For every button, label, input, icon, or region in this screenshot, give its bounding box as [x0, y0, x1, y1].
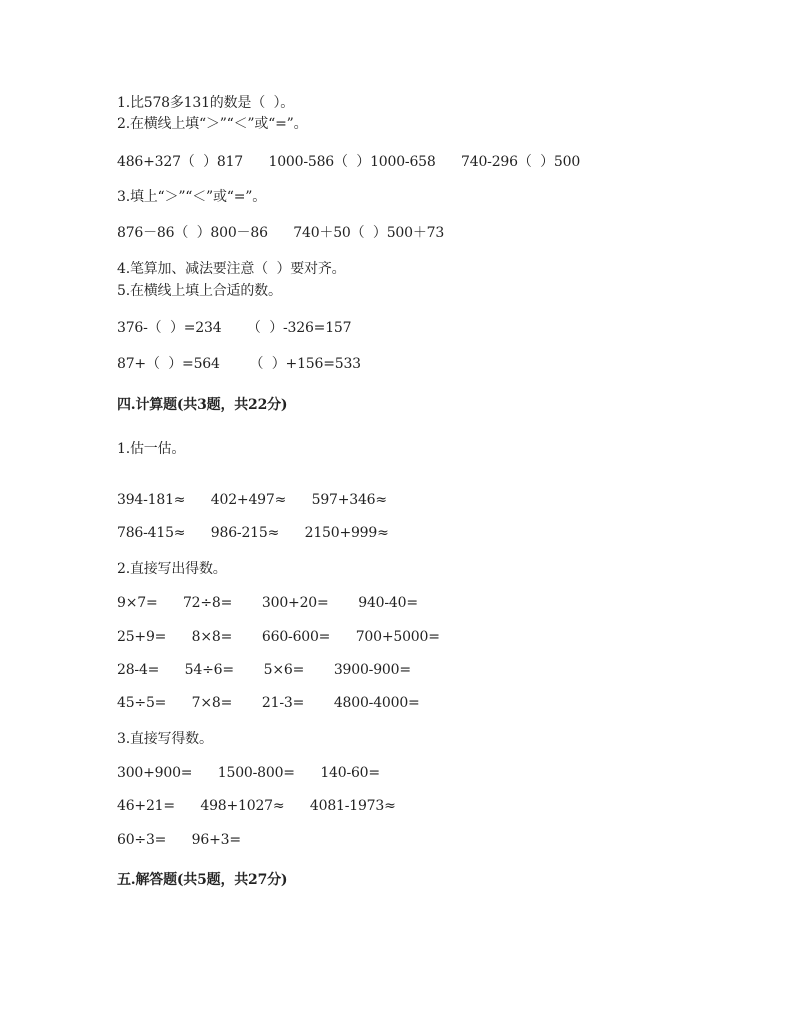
- question-3-instruction: 3.填上“＞”“＜”或“=”。: [117, 189, 267, 205]
- question-1-compare-fill: 1.比578多131的数是（ ）。: [117, 95, 295, 111]
- section-4-heading: 四.计算题(共3题，共22分): [117, 397, 288, 413]
- question-5-row-1: 376-（ ）=234 （ ）-326=157: [117, 320, 352, 336]
- question-5-instruction: 5.在横线上填上合适的数。: [117, 283, 282, 299]
- calc-2-row-2: 25+9= 8×8= 660-600= 700+5000=: [117, 629, 440, 645]
- calc-2-instruction: 2.直接写出得数。: [117, 561, 227, 577]
- calc-3-row-1: 300+900= 1500-800= 140-60=: [117, 765, 380, 781]
- question-4-text: 4.笔算加、减法要注意（ ）要对齐。: [117, 261, 346, 277]
- question-2-expressions: 486+327（ ）817 1000-586（ ）1000-658 740-296（ ）500: [117, 154, 581, 170]
- calc-2-row-1: 9×7= 72÷8= 300+20= 940-40=: [117, 595, 418, 611]
- calc-3-instruction: 3.直接写得数。: [117, 731, 213, 747]
- question-5-row-2: 87+（ ）=564 （ ）+156=533: [117, 356, 361, 372]
- question-3-expressions: 876－86（ ）800－86 740＋50（ ）500＋73: [117, 225, 445, 241]
- calc-1-row-1: 394-181≈ 402+497≈ 597+346≈: [117, 492, 387, 508]
- calc-3-row-3: 60÷3= 96+3=: [117, 832, 241, 848]
- calc-1-row-2: 786-415≈ 986-215≈ 2150+999≈: [117, 525, 389, 541]
- calc-1-instruction: 1.估一估。: [117, 441, 186, 457]
- section-5-heading: 五.解答题(共5题，共27分): [117, 872, 288, 888]
- calc-3-row-2: 46+21= 498+1027≈ 4081-1973≈: [117, 798, 396, 814]
- calc-2-row-4: 45÷5= 7×8= 21-3= 4800-4000=: [117, 695, 420, 711]
- question-2-instruction: 2.在横线上填“＞”“＜”或“=”。: [117, 116, 308, 132]
- calc-2-row-3: 28-4= 54÷6= 5×6= 3900-900=: [117, 662, 411, 678]
